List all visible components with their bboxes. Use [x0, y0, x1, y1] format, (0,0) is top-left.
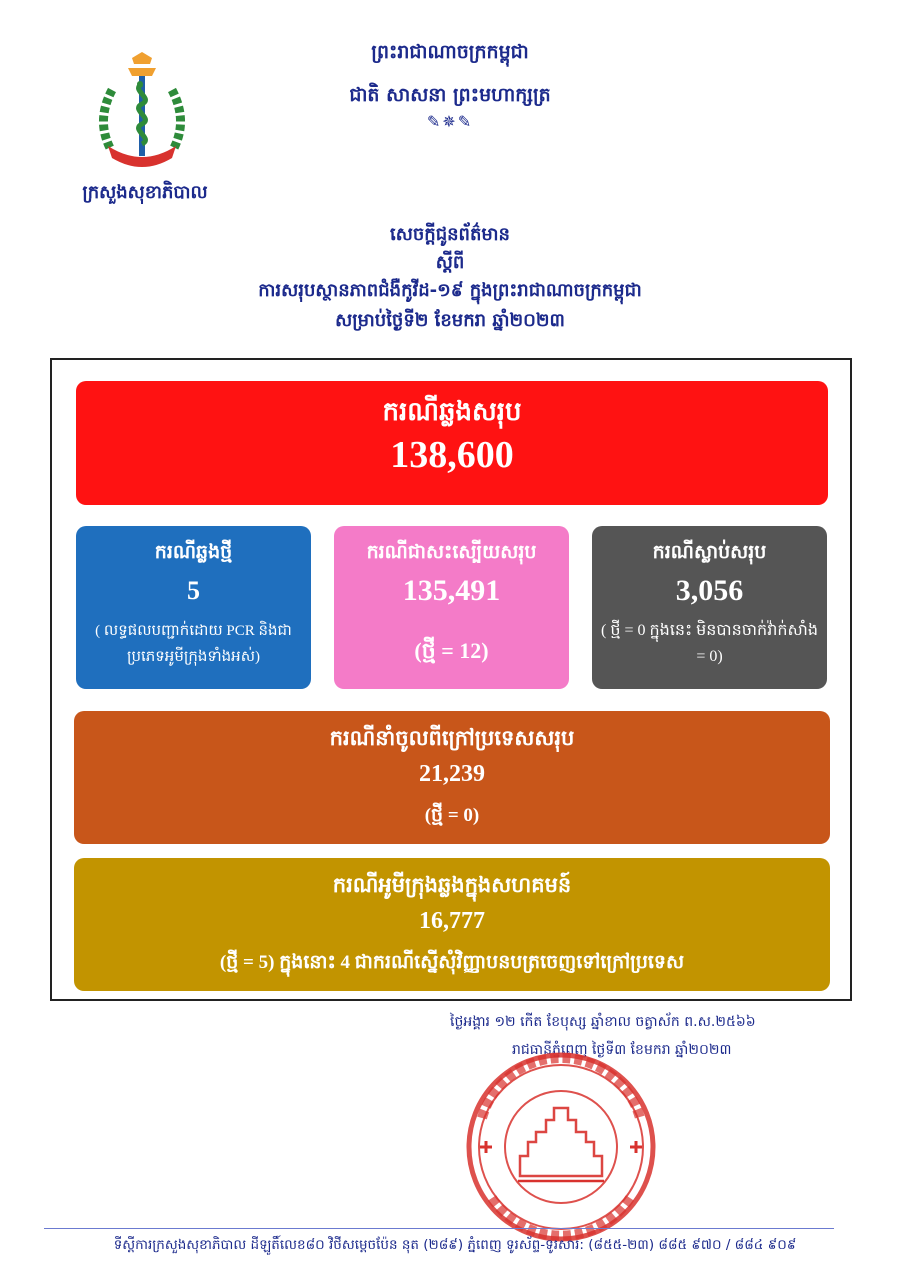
total-cases-label: ករណីឆ្លងសរុប [382, 397, 522, 427]
deaths-box [592, 526, 827, 689]
footer-address: ទីស្តីការក្រសួងសុខាភិបាល ដីឡូតិ៍លេខ៨០ វិថីសម្តេចប៉ែន នុត (២៨៩) ភ្នំពេញ ទូរស័ព្ទ-ទូរសារ: (៨៥៥-២៣) ៨៨៥ ៩៧០ / ៨៨៤ ៩០៩ [113, 1237, 797, 1253]
footer-divider [44, 1228, 834, 1229]
new-cases-value: 5 [187, 576, 200, 605]
deaths-value: 3,056 [675, 574, 744, 607]
kingdom-heading: ព្រះរាជាណាចក្រកម្ពុជា [371, 41, 529, 63]
new-cases-box [76, 526, 311, 689]
recovered-value: 135,491 [402, 574, 501, 607]
omicron-community-note: (ថ្មី = 5) ក្នុងនោះ 4 ជាករណីស្នើសុំវិញ្ញាបនបត្រចេញទៅក្រៅប្រទេស [219, 952, 685, 973]
total-cases-box [76, 381, 828, 505]
omicron-community-box [74, 858, 830, 991]
imported-cases-value: 21,239 [419, 761, 485, 787]
imported-cases-label: ករណីនាំចូលពីក្រៅប្រទេសសរុប [329, 726, 575, 750]
about-label: ស្តីពី [435, 252, 465, 273]
report-date: សម្រាប់ថ្ងៃទី២ ខែមករា ឆ្នាំ២០២៣ [335, 310, 565, 331]
place-date: រាជធានីភ្នំពេញ ថ្ងៃទី៣ ខែមករា ឆ្នាំ២០២៣ [512, 1042, 732, 1058]
national-motto: ជាតិ សាសនា ព្រះមហាក្សត្រ [349, 84, 551, 106]
deaths-label: ករណីស្លាប់សរុប [652, 541, 767, 563]
ornament-divider: ✎✵✎ [426, 112, 474, 131]
omicron-community-value: 16,777 [419, 908, 485, 934]
deaths-note: ( ថ្មី = 0 ក្នុងនេះ មិនបានចាក់វ៉ាក់សាំង = 0) [601, 622, 818, 665]
omicron-community-label: ករណីអូមីក្រុងឆ្លងក្នុងសហគមន៍ [332, 873, 572, 897]
ministry-logo-icon [82, 50, 202, 175]
lunar-date: ថ្ងៃអង្គារ ១២ កើត ខែបុស្ស ឆ្នាំខាល ចត្វាស័ក ព.ស.២៥៦៦ [450, 1014, 756, 1030]
new-cases-note: ( លទ្ធផលបញ្ជាក់ដោយ PCR និងជាប្រភេទអូមីក្រុងទាំងអស់) [95, 623, 292, 665]
ministry-name: ក្រសួងសុខាភិបាល [82, 182, 208, 203]
recovered-label: ករណីជាសះស្បើយសរុប [366, 541, 537, 563]
imported-cases-box [74, 711, 830, 844]
document-subject: ការសរុបស្ថានភាពជំងឺកូវីដ-១៩ ក្នុងព្រះរាជាណាចក្រកម្ពុជា [258, 280, 642, 301]
total-cases-value: 138,600 [390, 434, 514, 476]
recovered-box [334, 526, 569, 689]
recovered-note: (ថ្មី = 12) [414, 638, 489, 663]
new-cases-label: ករណីឆ្លងថ្មី [154, 541, 233, 563]
document-type: សេចក្តីជូនព័ត៌មាន [390, 224, 510, 245]
imported-cases-note: (ថ្មី = 0) [424, 805, 480, 826]
ministry-seal-icon [462, 1048, 660, 1246]
